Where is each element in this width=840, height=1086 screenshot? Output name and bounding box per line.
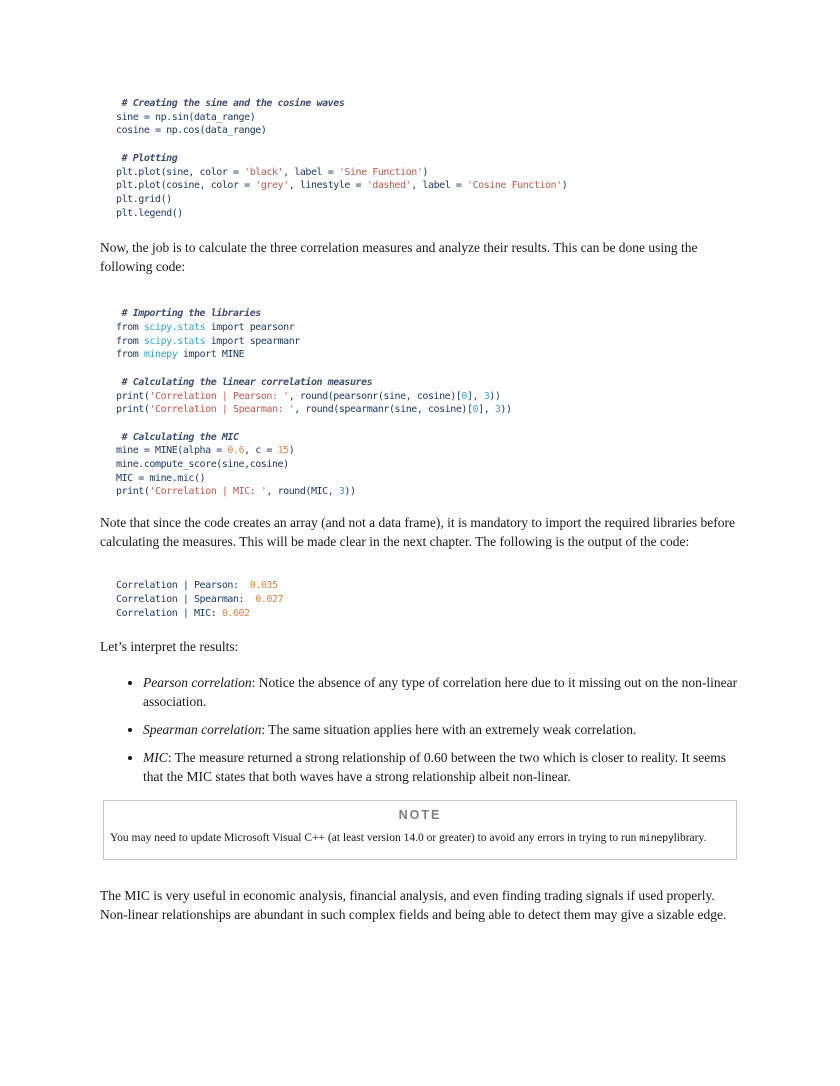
paragraph-mic-usefulness: The MIC is very useful in economic analysis, financial analysis, and even finding trading signals if used properly. Non-linear relationships are abundant in such complex fields and being able to detect them may give a sizable edge. (100, 888, 727, 923)
list-item-text: : Notice the absence of any type of correlation here due to it missing out on the non-linear association. (143, 675, 738, 710)
code-output-block: Correlation | Pearson: 0.035 Correlation | Spearman: 0.027 Correlation | MIC: 0.602 (116, 580, 284, 619)
note-text-after: library. (673, 832, 707, 845)
list-item-spearman (143, 720, 740, 739)
paragraph-interpret-lead: Let’s interpret the results: (100, 639, 239, 655)
note-text-before: You may need to update Microsoft Visual C++ (at least version 14.0 or greater) to avoid any errors in trying to run (110, 832, 640, 845)
code-block-correlation-measures: # Importing the libraries from scipy.stats import pearsonr from scipy.stats import spearmanr from minepy import MINE # Calculating the linear correlation measures print('Correlation | Pearson: ', round(pearsonr(sine, cosine)[0], 3)) print('Correlation | Spearman: ', round(spearmanr(sine, cosine)[0], 3)) # Calculating the MIC mine = MINE(alpha = 0.6, c = 15) mine.compute_score(sine,cosine) MIC = mine.mic() print('Correlation | MIC: ', round(MIC, 3)) (116, 308, 512, 498)
paragraph-intro-measures: Now, the job is to calculate the three correlation measures and analyze their results. This can be done using the following code: (100, 240, 698, 275)
note-box (103, 800, 737, 860)
code-block-sine-cosine-plot: # Creating the sine and the cosine waves sine = np.sin(data_range) cosine = np.cos(data_range) # Plotting plt.plot(sine, color = 'black', label = 'Sine Function') plt.plot(cosine, color = 'grey', linestyle = 'dashed', label = 'Cosine Function') plt.grid() plt.legend() (116, 98, 568, 219)
list-item-pearson (143, 673, 740, 711)
note-title: NOTE (398, 808, 442, 823)
list-item-text: : The measure returned a strong relationship of 0.60 between the two which is closer to reality. It seems that the MIC states that both waves have a strong relationship albeit non-linear. (143, 750, 726, 785)
paragraph-array-note: Note that since the code creates an array (and not a data frame), it is mandatory to import the required libraries before calculating the measures. This will be made clear in the next chapter. The following is the output of the code: (100, 515, 735, 550)
list-item-lead: Spearman correlation (143, 722, 262, 738)
interpretation-list (100, 673, 740, 786)
list-item-mic (143, 748, 740, 786)
list-item-lead: MIC (143, 750, 168, 766)
list-item-lead: Pearson correlation (143, 675, 252, 691)
inline-code-minepy: minepy (639, 833, 674, 845)
note-body (110, 831, 730, 846)
list-item-text: : The same situation applies here with an extremely weak correlation. (261, 722, 637, 738)
